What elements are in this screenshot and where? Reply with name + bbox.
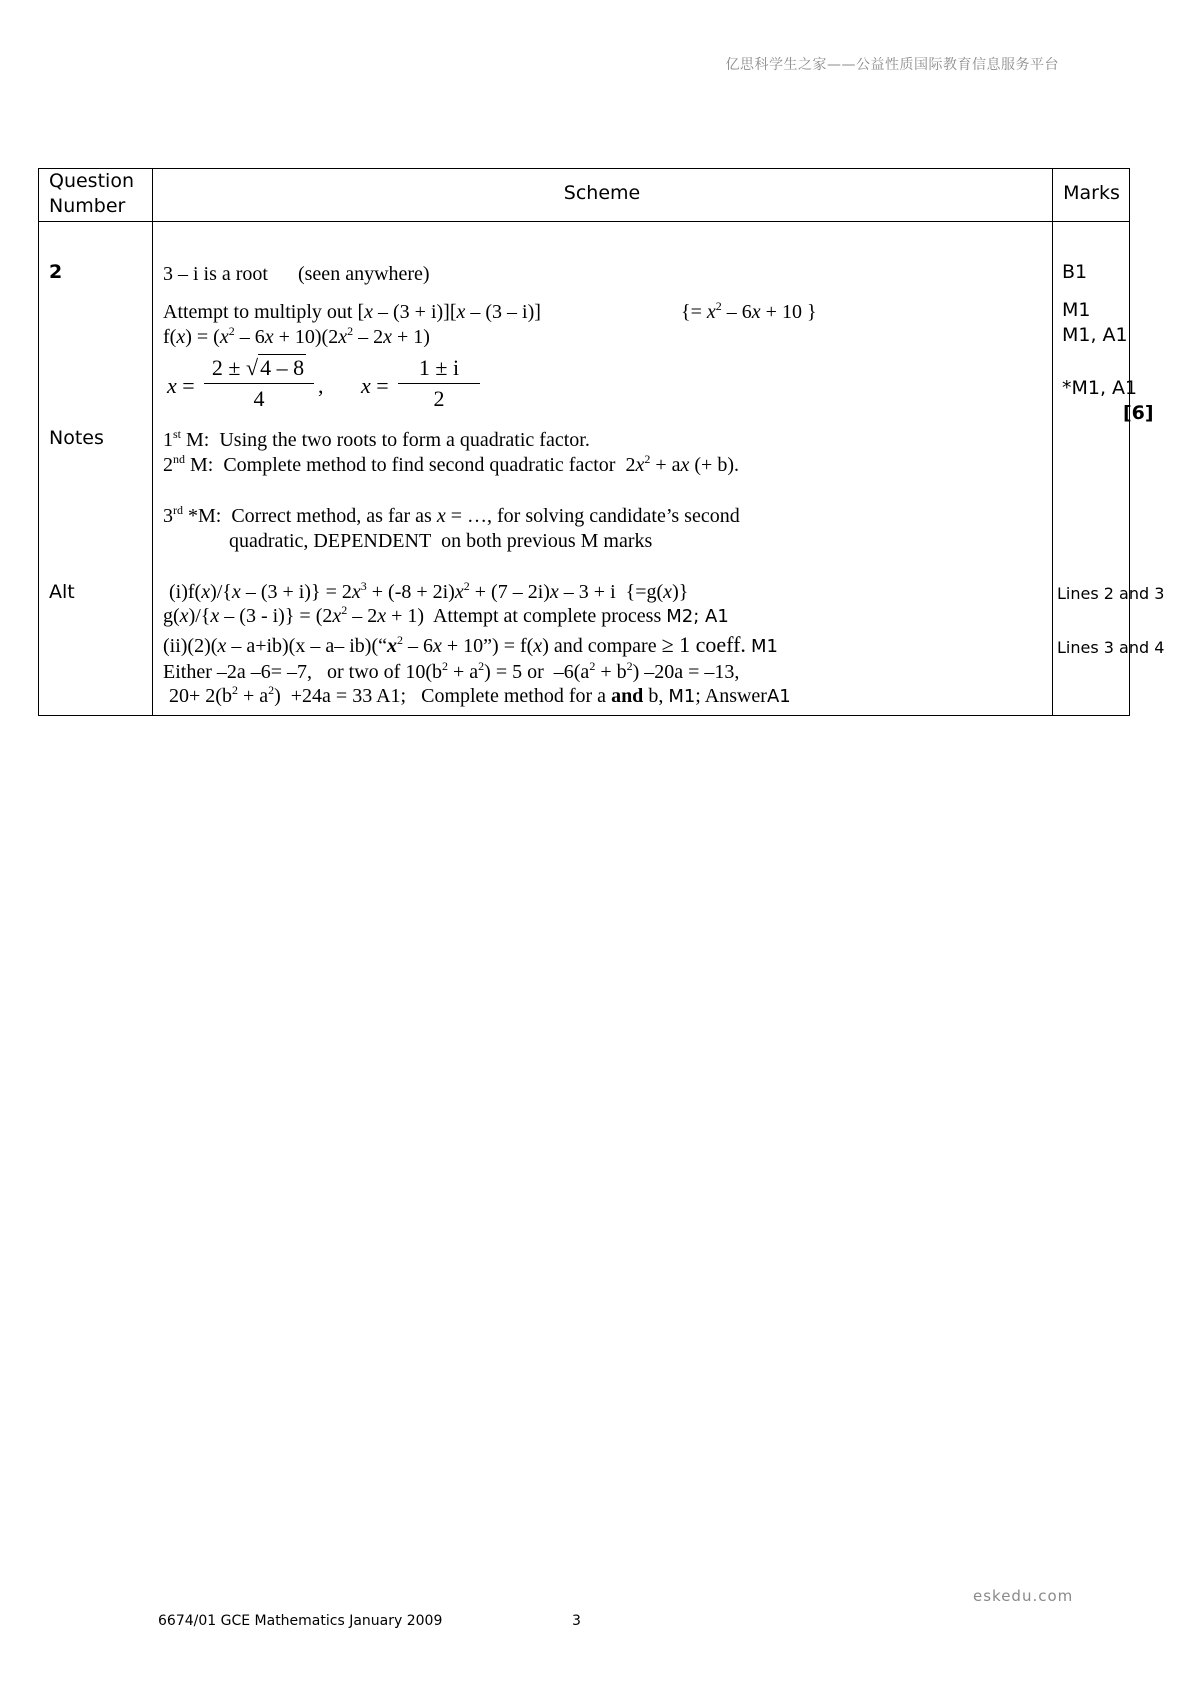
alt-line-2: $g(x)/\{x - (3 - i)\} = (2x^2 - 2x + 1)$ Attempt at complete process M2; A1 [163, 603, 729, 627]
scheme-x-equals-1: x = [167, 373, 195, 398]
mark-scheme-table [38, 168, 1165, 716]
table-column-divider [152, 169, 153, 715]
alt-line-1: $(i)f(x)/\{x - (3 + i)\} = 2x^3 + (-8 + 2i)x^2 + (7 - 2i)x - 3 + i$ {=g(x)} [169, 579, 689, 603]
alt-label: Alt [49, 581, 75, 603]
header-marks: Marks [1063, 182, 1120, 204]
scheme-line-factorisation: $f(x) = (x^2 - 6x + 10)(2x^2 - 2x + 1)$ [163, 324, 430, 348]
note-third-m-cont: quadratic, DEPENDENT on both previous M marks [229, 530, 653, 552]
header-question-number: Question Number [49, 170, 134, 217]
header-site-note: 亿思科学生之家——公益性质国际教育信息服务平台 [725, 57, 1059, 73]
note-second-m: 2nd M: Complete method to find second quadratic factor $2x^2$ + ax (+ b). [163, 452, 739, 476]
note-first-m: 1st M: Using the two roots to form a quadratic factor. [163, 427, 590, 451]
table-header-divider [39, 221, 1129, 222]
scheme-comma: , [318, 373, 324, 398]
footer-paper-code: 6674/01 GCE Mathematics January 2009 [158, 1613, 443, 1629]
notes-label: Notes [49, 427, 104, 449]
footer-site: eskedu.com [973, 1587, 1074, 1605]
mark-star-m1-a1: *M1, A1 [1062, 377, 1138, 399]
alt-line-3: (ii)(2)(x – a+ib)(x – a– $ib)(“x^2 - 6x$ + 10”) = f(x) and compare ≥ 1 coeff. M1 [163, 632, 778, 657]
mark-lines-3-4: Lines 3 and 4 [1057, 638, 1165, 657]
mark-m1: M1 [1062, 299, 1091, 321]
scheme-line-quadratic: {= $x^2 - 6x + 10$ } [681, 299, 817, 323]
mark-lines-2-3: Lines 2 and 3 [1057, 584, 1165, 603]
mark-b1: B1 [1062, 261, 1088, 283]
scheme-x-equals-2: x = [361, 373, 389, 398]
mark-total: [6] [1123, 402, 1154, 424]
scheme-fraction-2: 1 ± i 2 [398, 355, 480, 412]
scheme-fraction-1: 2 ± √4 – 8 4 [204, 355, 314, 412]
note-third-m: 3rd *M: Correct method, as far as x = …, for solving candidate’s second [163, 503, 740, 527]
alt-line-4: Either –2a –6= –7, or two of $10(b^2 + a^2) = 5$ or $-6(a^2 + b^2) -20a = -13$, [163, 659, 740, 683]
header-scheme: Scheme [563, 182, 641, 204]
scheme-line-root: 3 – i is a root (seen anywhere) [163, 263, 430, 285]
footer-page-number: 3 [572, 1613, 581, 1629]
alt-line-5: $20+ 2(b^2 + a^2) +24a = 33$ A1; Complete method for a and b, M1; AnswerA1 [169, 683, 791, 707]
table-column-divider [1052, 169, 1053, 715]
question-number: 2 [49, 261, 63, 283]
scheme-line-multiply: Attempt to multiply out [x – (3 + i)][x – (3 – i)] [163, 301, 541, 323]
mark-m1-a1: M1, A1 [1062, 324, 1128, 346]
